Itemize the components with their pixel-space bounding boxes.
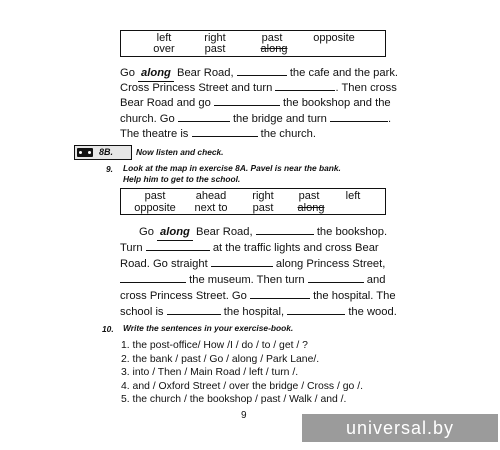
word-box-item: left <box>156 32 172 44</box>
watermark: universal.by <box>302 414 498 442</box>
word-box-item: right <box>204 32 226 44</box>
word-box-item: left <box>345 190 361 202</box>
ex10-instruction: Write the sentences in your exercise-book. <box>123 323 294 333</box>
cassette-icon <box>77 148 93 157</box>
word-box-item: past <box>252 202 274 214</box>
sentence-item: 2. the bank / past / Go / along / Park Lane/. <box>121 354 320 365</box>
ex9-line-4: the museum. Then turn and <box>120 272 385 288</box>
word-box-item-crossed: along <box>297 202 325 214</box>
audio-badge <box>74 145 132 160</box>
ex9-instruction-2: Help him to get to the school. <box>123 174 241 184</box>
word-box-item: over <box>153 43 175 55</box>
ex9-instruction-1: Look at the map in exercise 8A. Pavel is near the bank. <box>123 163 341 173</box>
ex9-line-6: school is the hospital, the wood. <box>120 306 397 318</box>
ex8b-instruction: Now listen and check. <box>136 147 224 157</box>
ex9-line-2: Turn at the traffic lights and cross Bear <box>120 242 379 254</box>
ex8a-line-2: Cross Princess Street and turn . Then cross <box>120 82 397 94</box>
ex8a-line-1: Go along Bear Road, the cafe and the park. <box>120 65 398 82</box>
word-box-item: past <box>261 32 283 44</box>
exercise-number-10: 10. <box>102 324 114 334</box>
word-box-item: right <box>252 190 274 202</box>
ex8a-line-5: The theatre is the church. <box>120 128 316 140</box>
word-box-item: ahead <box>195 190 227 202</box>
ex9-line-3: Road. Go straight along Princess Street, <box>120 258 386 270</box>
exercise-label-8b: 8B. <box>99 147 114 157</box>
word-box-item-crossed: along <box>260 43 288 55</box>
word-box-item: past <box>144 190 166 202</box>
ex9-line-5: cross Princess Street. Go the hospital. The <box>120 290 396 302</box>
ex8a-line-4: church. Go the bridge and turn . <box>120 113 392 125</box>
word-box-item: past <box>204 43 226 55</box>
ex9-line-1: Go along Bear Road, the bookshop. <box>139 224 387 241</box>
word-box-item: opposite <box>134 202 176 214</box>
sentence-item: 1. the post-office/ How /I / do / to / get / ? <box>121 340 308 351</box>
word-box-item: opposite <box>313 32 355 44</box>
word-box-item: past <box>298 190 320 202</box>
word-box-item: next to <box>194 202 228 214</box>
sentence-item: 5. the church / the bookshop / past / Walk / and /. <box>121 394 347 405</box>
sentence-item: 3. into / Then / Main Road / left / turn /. <box>121 367 299 378</box>
sentence-item: 4. and / Oxford Street / over the bridge / Cross / go /. <box>121 381 363 392</box>
exercise-number-9: 9. <box>106 164 113 174</box>
page-number: 9 <box>241 410 247 421</box>
ex8a-line-3: Bear Road and go the bookshop and the <box>120 97 391 109</box>
